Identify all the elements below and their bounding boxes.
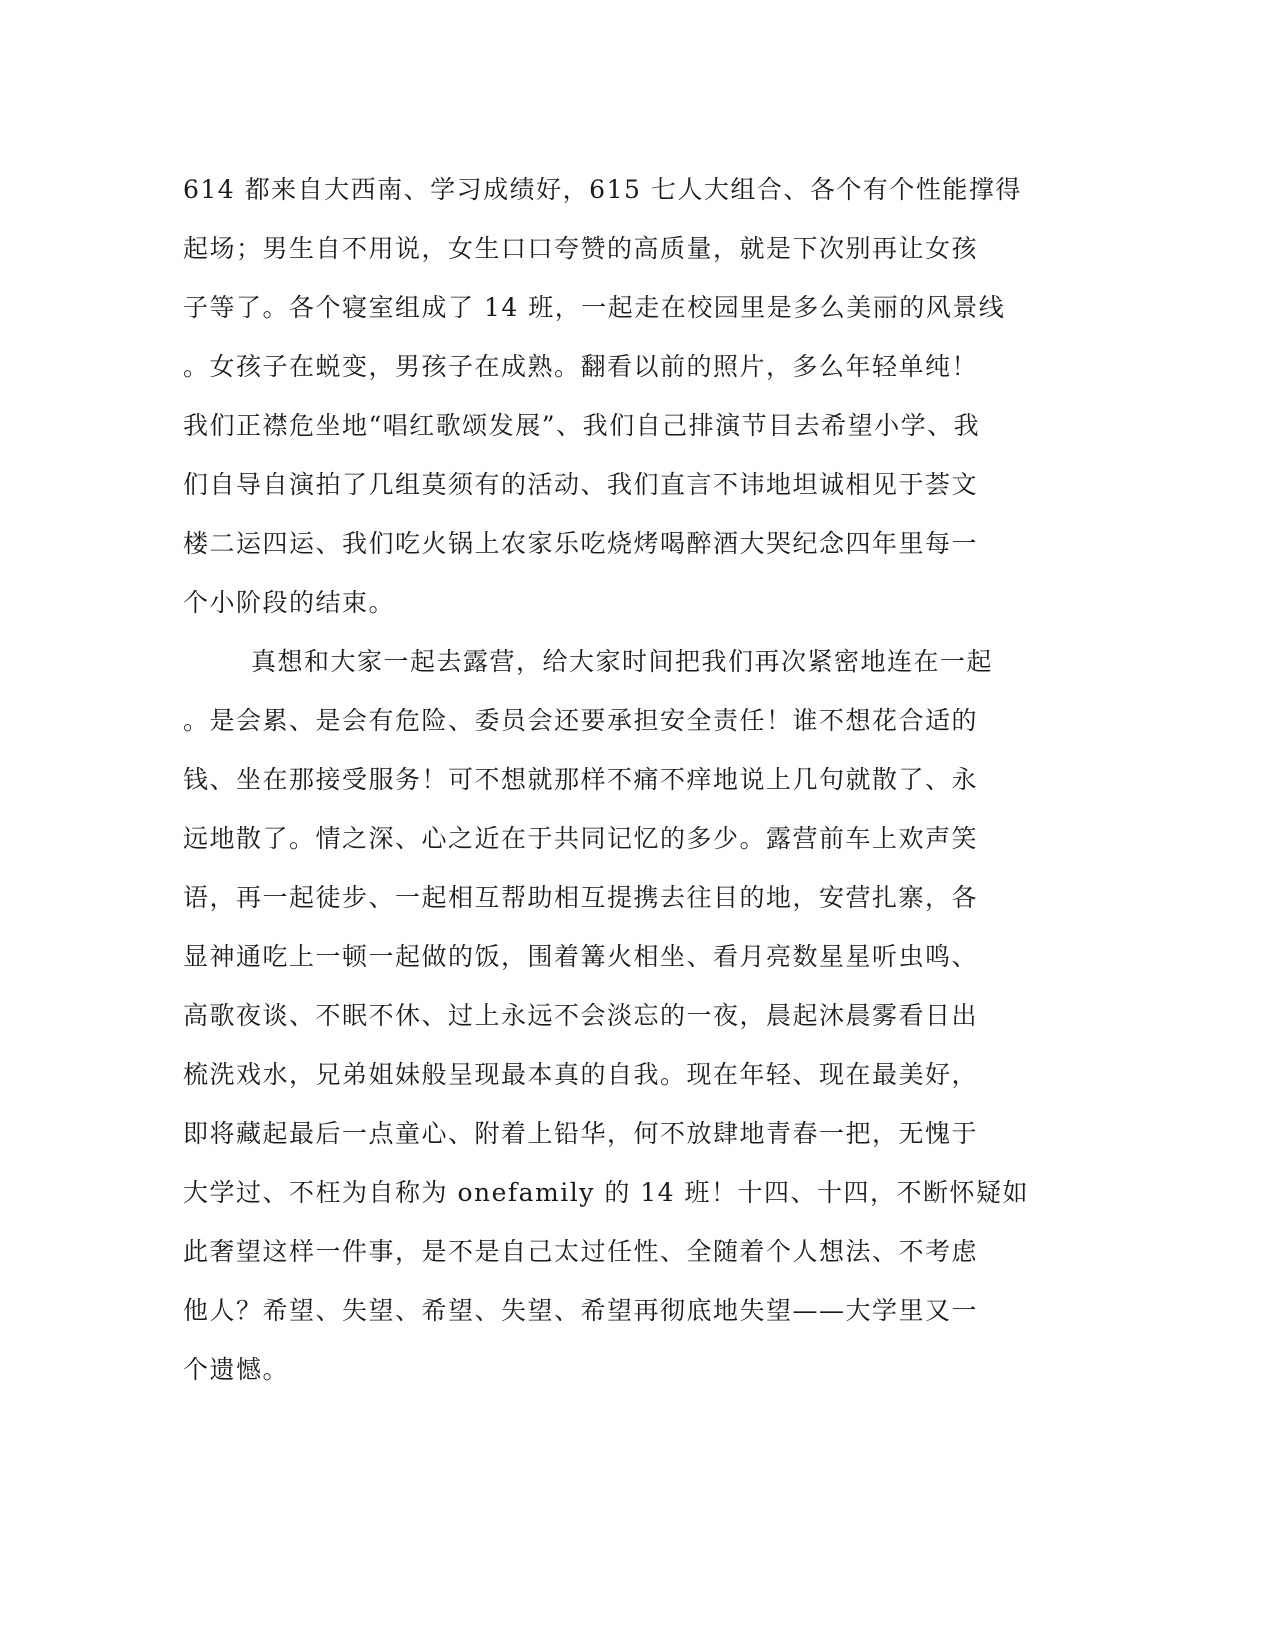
text-line: 我们正襟危坐地“唱红歌颂发展”、我们自己排演节目去希望小学、我 [183, 411, 981, 440]
text-line: 个小阶段的结束。 [183, 588, 396, 617]
text-line: 。女孩子在蜕变，男孩子在成熟。翻看以前的照片，多么年轻单纯！ [183, 352, 979, 381]
text-line: 。是会累、是会有危险、委员会还要承担安全责任！谁不想花合适的 [183, 706, 979, 735]
text-line: 语，再一起徒步、一起相互帮助相互提携去往目的地，安营扎寨，各 [183, 883, 979, 912]
document-body [183, 160, 1063, 1399]
paragraph-1 [183, 160, 1063, 632]
text-line: 钱、坐在那接受服务！可不想就那样不痛不痒地说上几句就散了、永 [183, 765, 979, 794]
text-line: 大学过、不枉为自称为 onefamily 的 14 班！十四、十四，不断怀疑如 [183, 1178, 1030, 1207]
paragraph-2 [183, 632, 1063, 1399]
text-line: 即将藏起最后一点童心、附着上铅华，何不放肆地青春一把，无愧于 [183, 1119, 979, 1148]
text-line: 此奢望这样一件事，是不是自己太过任性、全随着个人想法、不考虑 [183, 1237, 979, 1266]
text-line: 个遗憾。 [183, 1355, 290, 1384]
text-line: 真想和大家一起去露营，给大家时间把我们再次紧密地连在一起 [251, 647, 994, 676]
text-line: 梳洗戏水，兄弟姐妹般呈现最本真的自我。现在年轻、现在最美好， [183, 1060, 979, 1089]
text-line: 高歌夜谈、不眠不休、过上永远不会淡忘的一夜，晨起沐晨雾看日出 [183, 1001, 979, 1030]
text-line: 子等了。各个寝室组成了 14 班，一起走在校园里是多么美丽的风景线 [183, 293, 1006, 322]
text-line: 楼二运四运、我们吃火锅上农家乐吃烧烤喝醉酒大哭纪念四年里每一 [183, 529, 979, 558]
text-line: 远地散了。情之深、心之近在于共同记忆的多少。露营前车上欢声笑 [183, 824, 979, 853]
text-line: 们自导自演拍了几组莫须有的活动、我们直言不讳地坦诚相见于荟文 [183, 470, 979, 499]
text-line: 显神通吃上一顿一起做的饭，围着篝火相坐、看月亮数星星听虫鸣、 [183, 942, 979, 971]
text-line: 614 都来自大西南、学习成绩好，615 七人大组合、各个有个性能撑得 [183, 175, 1022, 204]
text-line: 他人？希望、失望、希望、失望、希望再彻底地失望——大学里又一 [183, 1296, 979, 1325]
text-line: 起场；男生自不用说，女生口口夸赞的高质量，就是下次别再让女孩 [183, 234, 979, 263]
